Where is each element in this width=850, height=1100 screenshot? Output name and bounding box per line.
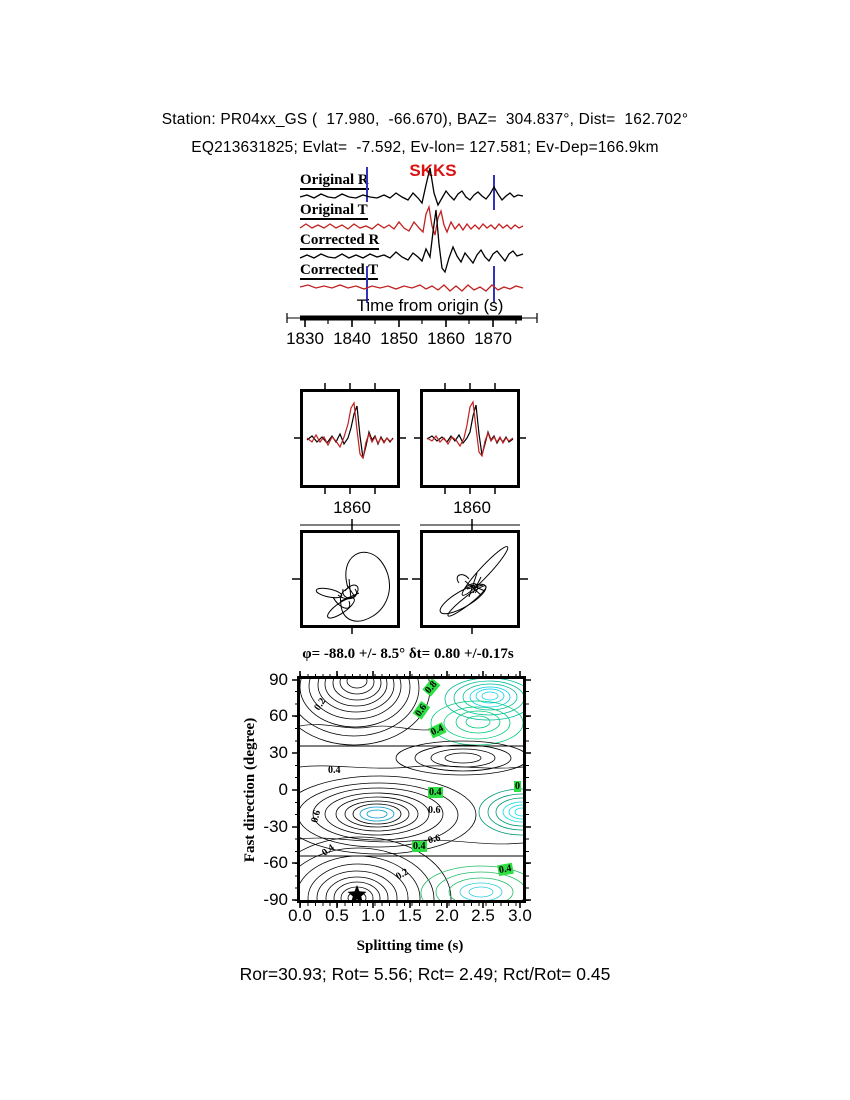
comparison-panel-corrected — [420, 389, 520, 488]
comparison-left-tick-label: 1860 — [333, 498, 371, 517]
contour-label: 0.4 — [413, 841, 426, 852]
contour-rings-right-blue — [479, 789, 523, 835]
ytick--60: -60 — [263, 853, 288, 872]
xtick-0.5: 0.5 — [325, 906, 349, 925]
xtick-1.0: 1.0 — [361, 906, 385, 925]
contour-lines — [300, 679, 523, 900]
particle-motion-original — [300, 530, 400, 628]
xtick-1.5: 1.5 — [398, 906, 422, 925]
contour-label: 0.6 — [428, 805, 441, 816]
time-tick-1830: 1830 — [286, 329, 324, 348]
contour-map — [300, 679, 523, 900]
xtick-3.0: 3.0 — [508, 906, 532, 925]
contour-label: 0.6 — [309, 809, 324, 824]
contour-xlabel: Splitting time (s) — [356, 938, 464, 954]
ytick-60: 60 — [269, 706, 288, 725]
contour-rings-top-right-blue — [445, 679, 523, 720]
time-tick-1870: 1870 — [474, 329, 512, 348]
contour-rings-top-right-dark — [431, 701, 523, 745]
trace-label-corrected-t: Corrected T — [300, 262, 379, 278]
contour-label: 0.4 — [319, 842, 337, 859]
contour-label: 0.6 — [426, 832, 442, 847]
ytick-30: 30 — [269, 743, 288, 762]
best-fit-star — [348, 885, 367, 900]
trace-label-original-r: Original R — [300, 172, 369, 188]
ytick-0: 0 — [278, 780, 288, 799]
contour-label: 0.4 — [328, 765, 341, 776]
xtick-0.0: 0.0 — [288, 906, 312, 925]
contour-ylabel: Fast direction (degree) — [242, 717, 258, 863]
comparison-panel-original-traces — [303, 392, 397, 485]
particle-motion-corrected — [420, 530, 520, 628]
xtick-2.0: 2.0 — [435, 906, 459, 925]
event-header-line: EQ213631825; Evlat= -7.592, Ev-lon= 127.581; Ev-Dep=166.9km — [191, 139, 659, 156]
trace-label-corrected-r: Corrected R — [300, 232, 380, 248]
ytick--90: -90 — [263, 890, 288, 909]
contour-label: 0 — [515, 781, 520, 792]
contour-rings-cyan-blob — [300, 776, 476, 854]
contour-label: 0.8 — [423, 679, 440, 696]
station-header-line: Station: PR04xx_GS ( 17.980, -66.670), BAZ= 304.837°, Dist= 162.702° — [161, 111, 689, 128]
phase-label: SKKS — [409, 161, 457, 180]
time-tick-1860: 1860 — [427, 329, 465, 348]
time-axis-title: Time from origin (s) — [356, 296, 504, 315]
comparison-right-tick-label: 1860 — [453, 498, 491, 517]
ytick-90: 90 — [269, 670, 288, 689]
contour-label: 0.4 — [498, 862, 513, 877]
contour-label: 0.6 — [413, 702, 430, 719]
comparison-panel-corrected-traces — [423, 392, 517, 485]
ytick--30: -30 — [263, 817, 288, 836]
splitting-result-text: φ= -88.0 +/- 8.5° δt= 0.80 +/-0.17s — [302, 646, 514, 662]
particle-motion-corrected-curve — [423, 533, 517, 625]
xtick-2.5: 2.5 — [471, 906, 495, 925]
energy-ratio-text: Ror=30.93; Rot= 5.56; Rct= 2.49; Rct/Rot= 0.45 — [239, 964, 611, 984]
particle-motion-original-curve — [303, 533, 397, 625]
contour-label: 0.4 — [429, 787, 442, 798]
comparison-panel-original — [300, 389, 400, 488]
contour-label: 0.2 — [394, 866, 411, 883]
time-tick-1840: 1840 — [333, 329, 371, 348]
contour-label: 0.4 — [429, 722, 446, 739]
time-tick-1850: 1850 — [380, 329, 418, 348]
trace-label-original-t: Original T — [300, 202, 368, 218]
contour-label: 0.2 — [312, 696, 329, 713]
